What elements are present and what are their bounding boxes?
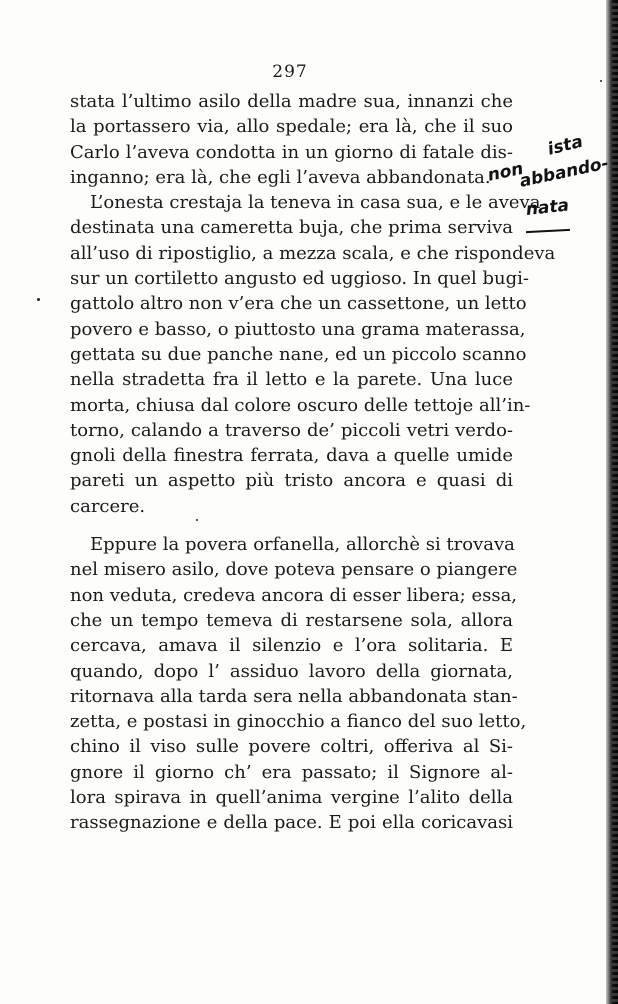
text-line: sur un cortiletto angusto ed uggioso. In quel bugi- [70,268,529,290]
margin-note: abbando- [517,153,611,192]
text-line: chino il viso sulle povere coltri, offeriva al Si- [70,736,513,758]
text-line: Eppure la povera orfanella, allorchè si trovava [90,534,515,556]
margin-note: nata [524,195,570,220]
text-line: quando, dopo l’ assiduo lavoro della giornata, [70,660,513,682]
margin-note-underline [526,229,570,233]
margin-note: ista [545,131,585,160]
text-line: gnore il giorno ch’ era passato; il Signore al- [70,761,513,783]
text-line: rassegnazione e della pace. E poi ella coricavasi [70,812,513,834]
text-line: carcere. [70,495,146,517]
text-line: non veduta, credeva ancora di esser libera; essa, [70,584,518,606]
text-line: ritornava alla tarda sera nella abbandonata stan- [70,685,518,707]
text-line: gnoli della finestra ferrata, dava a quelle umide [70,445,513,467]
book-edge-pages [612,0,618,1004]
text-line: stata l’ultimo asilo della madre sua, innanzi che [70,91,513,112]
text-line: la portassero via, allo spedale; era là, che il suo [70,116,513,138]
text-line: gattolo altro non v’era che un cassettone, un letto [70,293,527,315]
text-line: gettata su due panche nane, ed un piccolo scanno [70,343,527,365]
text-line: destinata una cameretta buja, che prima serviva [70,217,513,239]
text-line: torno, calando a traverso de’ piccoli vetri verdo- [70,419,513,441]
margin-note: non [485,158,526,186]
scan-speck [600,80,602,82]
text-line: inganno; era là, che egli l’aveva abbandonata. [70,166,491,188]
text-line: nella stradetta fra il letto e la parete. Una luce [70,369,513,391]
paragraph-gap [70,519,513,532]
body-text [70,89,556,836]
scan-speck [196,519,198,521]
text-line: che un tempo temeva di restarsene sola, allora [70,609,513,631]
text-line: Carlo l’aveva condotta in un giorno di fatale dis- [70,141,513,163]
page-number: 297 [272,62,308,82]
text-line: pareti un aspetto più tristo ancora e quasi di [70,470,513,492]
text-line: lora spirava in quell’anima vergine l’alito della [70,787,513,809]
text-line: cercava, amava il silenzio e l’ora solitaria. E [70,635,513,657]
scan-speck [37,298,40,301]
text-line: all’uso di ripostiglio, a mezza scala, e che rispondeva [70,242,556,264]
text-line: L’onesta crestaja la teneva in casa sua, e le aveva [90,192,541,214]
text-line: zetta, e postasi in ginocchio a fianco del suo letto, [70,711,527,733]
text-line: povero e basso, o piuttosto una grama materassa, [70,318,526,340]
text-line: morta, chiusa dal colore oscuro delle tettoje all’in- [70,394,531,416]
text-line: nel misero asilo, dove poteva pensare o piangere [70,559,518,581]
